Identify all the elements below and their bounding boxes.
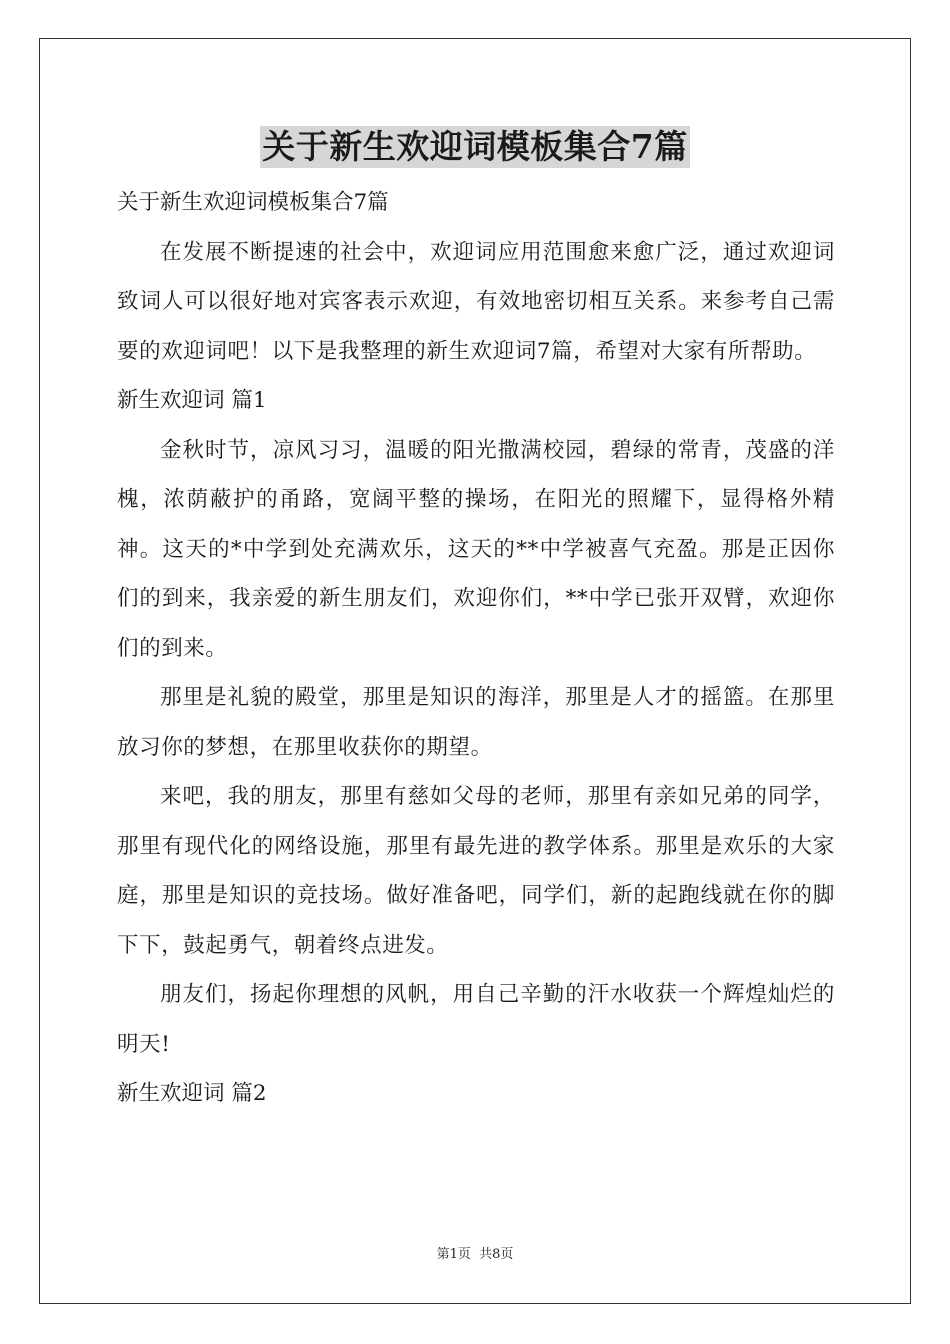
- section-1-paragraph-2: 那里是礼貌的殿堂，那里是知识的海洋，那里是人才的摇篮。在那里放习你的梦想，在那里收获你的期望。: [117, 685, 835, 760]
- page-total: 共8页: [479, 1247, 514, 1262]
- document-body: [117, 178, 835, 1119]
- document-subtitle: 关于新生欢迎词模板集合7篇: [117, 190, 389, 215]
- section-1-paragraph-4: 朋友们，扬起你理想的风帆，用自己辛勤的汗水收获一个辉煌灿烂的明天!: [117, 982, 835, 1057]
- section-1-paragraph-1: 金秋时节，凉风习习，温暖的阳光撒满校园，碧绿的常青，茂盛的洋槐，浓荫蔽护的甬路，宽阔平整的操场，在阳光的照耀下，显得格外精神。这天的*中学到处充满欢乐，这天的**中学被喜气充盈。那是正因你们的到来，我亲爱的新生朋友们，欢迎你们，**中学已张开双臂，欢迎你们的到来。: [117, 437, 835, 661]
- page-footer: [0, 1246, 950, 1264]
- intro-paragraph: 在发展不断提速的社会中，欢迎词应用范围愈来愈广泛，通过欢迎词致词人可以很好地对宾客表示欢迎，有效地密切相互关系。来参考自己需要的欢迎词吧！以下是我整理的新生欢迎词7篇，希望对大家有所帮助。: [117, 239, 835, 364]
- section-heading-2: 新生欢迎词 篇2: [117, 1081, 267, 1106]
- title-container: [0, 126, 950, 168]
- page-number: 第1页: [436, 1247, 471, 1262]
- section-1-paragraph-3: 来吧，我的朋友，那里有慈如父母的老师，那里有亲如兄弟的同学，那里有现代化的网络设施，那里有最先进的教学体系。那里是欢乐的大家庭，那里是知识的竞技场。做好准备吧，同学们，新的起跑线就在你的脚下下，鼓起勇气，朝着终点进发。: [117, 784, 835, 958]
- section-heading-1: 新生欢迎词 篇1: [117, 388, 267, 413]
- document-title: 关于新生欢迎词模板集合7篇: [262, 127, 688, 166]
